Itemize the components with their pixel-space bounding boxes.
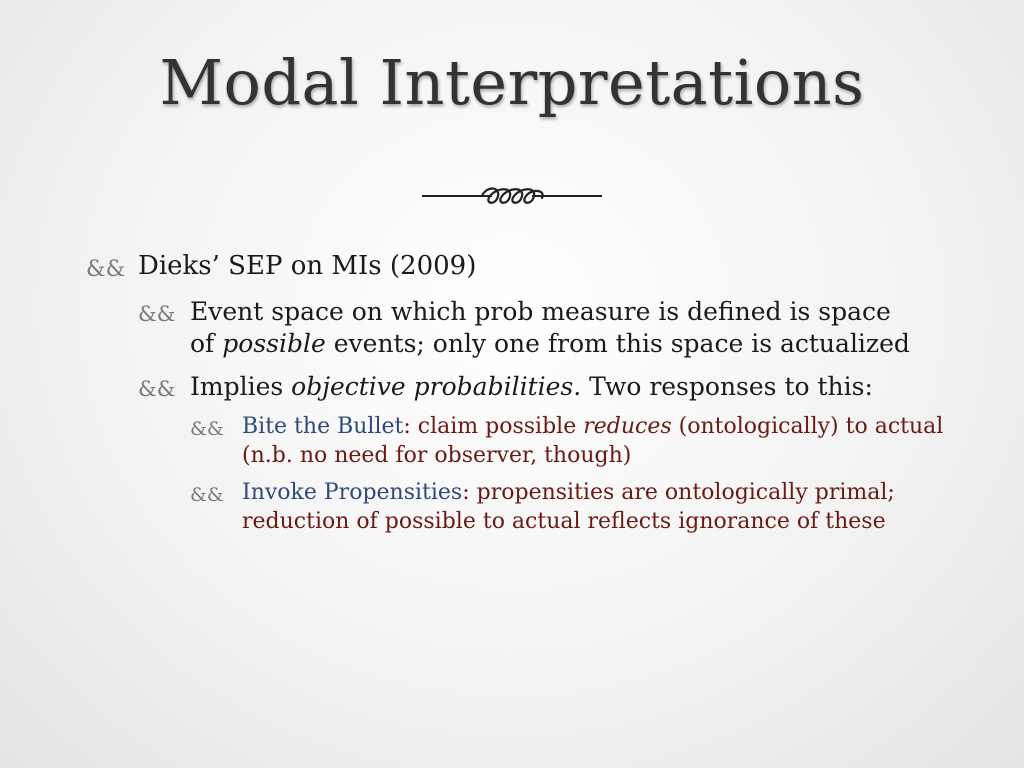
bullet-text: of [190, 329, 223, 359]
bullet-text: Dieks’ SEP on MIs (2009) [138, 251, 477, 281]
bullet-level1 [80, 250, 960, 284]
bullet-italic-text: possible [222, 329, 326, 359]
bullet-text: Implies [190, 371, 292, 401]
bullet-text: (ontologically) to actual (n.b. no need for observer, though) [242, 414, 944, 468]
curl-bullet-icon: && [86, 257, 126, 282]
bullet-list [80, 250, 960, 546]
curl-bullet-icon: && [138, 376, 176, 401]
curl-bullet-icon: && [190, 418, 224, 441]
bullet-text: : claim possible [403, 414, 584, 440]
bullet-level2-implies [132, 371, 960, 404]
bullet-italic-text: reduces [583, 414, 672, 440]
bullet-text: : propensities are ontologically primal; reduction of possible to actual reflects ignorance of these [242, 480, 895, 535]
bullet-term: Invoke Propensities [242, 480, 463, 506]
bullet-text: events; only one from this space is actualized [325, 329, 910, 359]
bullet-level3-invoke-propensities [184, 479, 960, 536]
bullet-term: Bite the Bullet [242, 414, 404, 440]
bullet-level2-event-space [132, 296, 960, 361]
flourish-divider-icon [420, 176, 604, 216]
curl-bullet-icon: && [138, 301, 176, 326]
bullet-text: Two responses to this: [581, 371, 873, 401]
bullet-text: Event space on which prob measure is defined is space [190, 296, 891, 326]
slide-title: Modal Interpretations [159, 46, 865, 119]
bullet-level3-bite-the-bullet [184, 413, 960, 470]
curl-bullet-icon: && [190, 484, 224, 507]
bullet-italic-text: objective probabilities. [291, 371, 582, 401]
